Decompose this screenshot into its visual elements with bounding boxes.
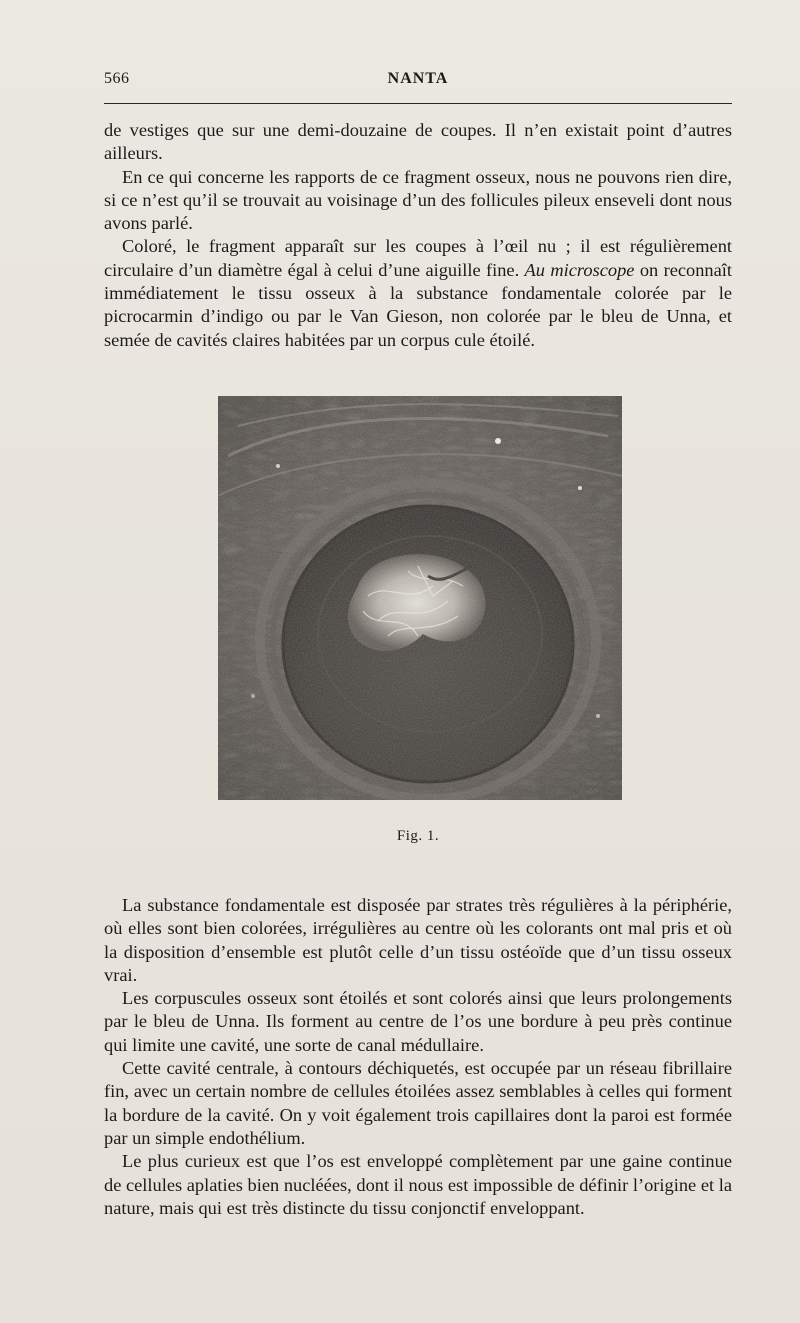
paragraph-text: Coloré, le fragment apparaît sur les coupes à l’œil nu ; il est régulièrement circulaire d’un diamètre égal à celui d’une aiguille fine.: [104, 236, 732, 280]
header-rule: [104, 103, 732, 104]
paragraph-text: on reconnaît immédiatement le tissu osseux à la substance fondamentale colorée par le picrocarmin d’indigo ou par le Van Gieson, non colorée par le bleu de Unna, et semée de cavités claires habitées par un corpus cule étoilé.: [104, 259, 733, 350]
figure-caption: Fig. 1.: [396, 828, 440, 844]
paragraph: En ce qui concerne les rapports de ce fragment osseux, nous ne pouvons rien dire, si ce n’est qu’il se trouvait au voisinage d’un des follicules pileux enseveli dont nous avons parlé.: [104, 166, 732, 234]
paragraph: Cette cavité centrale, à contours déchiquetés, est occupée par un réseau fibrillaire fin, avec un certain nombre de cellules étoilées assez semblables à celles qui forment la bordure de la cavité. On y voit également trois capillaires dont la paroi est formée par un simple endothélium.: [104, 1058, 732, 1148]
page-number: 566: [104, 70, 130, 87]
page-header: [104, 70, 732, 92]
paragraph: La substance fondamentale est disposée par strates très régulières à la périphérie, où elles sont bien colorées, irrégulières au centre où les colorants ont mal pris et où la disposition d’ensemble est plutôt celle d’un tissu ostéoïde que d’un tissu osseux vrai.: [104, 895, 732, 985]
paragraph: Les corpuscules osseux sont étoilés et sont colorés ainsi que leurs prolongements par le bleu de Unna. Ils forment au centre de l’os une bordure à peu près continue qui limite une cavité, une sorte de canal médullaire.: [104, 988, 732, 1055]
paragraph: [104, 235, 732, 351]
micrograph-figure: [218, 396, 622, 800]
running-head: NANTA: [387, 70, 449, 87]
body-text-bottom: [104, 894, 732, 1220]
italic-phrase: Au microscope: [524, 259, 635, 280]
micrograph-image: [218, 396, 622, 800]
paragraph: de vestiges que sur une demi-douzaine de coupes. Il n’en existait point d’autres ailleurs.: [104, 120, 732, 164]
body-text-top: [104, 119, 732, 352]
paragraph: Le plus curieux est que l’os est enveloppé complètement par une gaine continue de cellules aplaties bien nucléées, dont il nous est impossible de définir l’origine et la nature, mais qui est très distincte du tissu conjonctif enveloppant.: [104, 1151, 732, 1218]
